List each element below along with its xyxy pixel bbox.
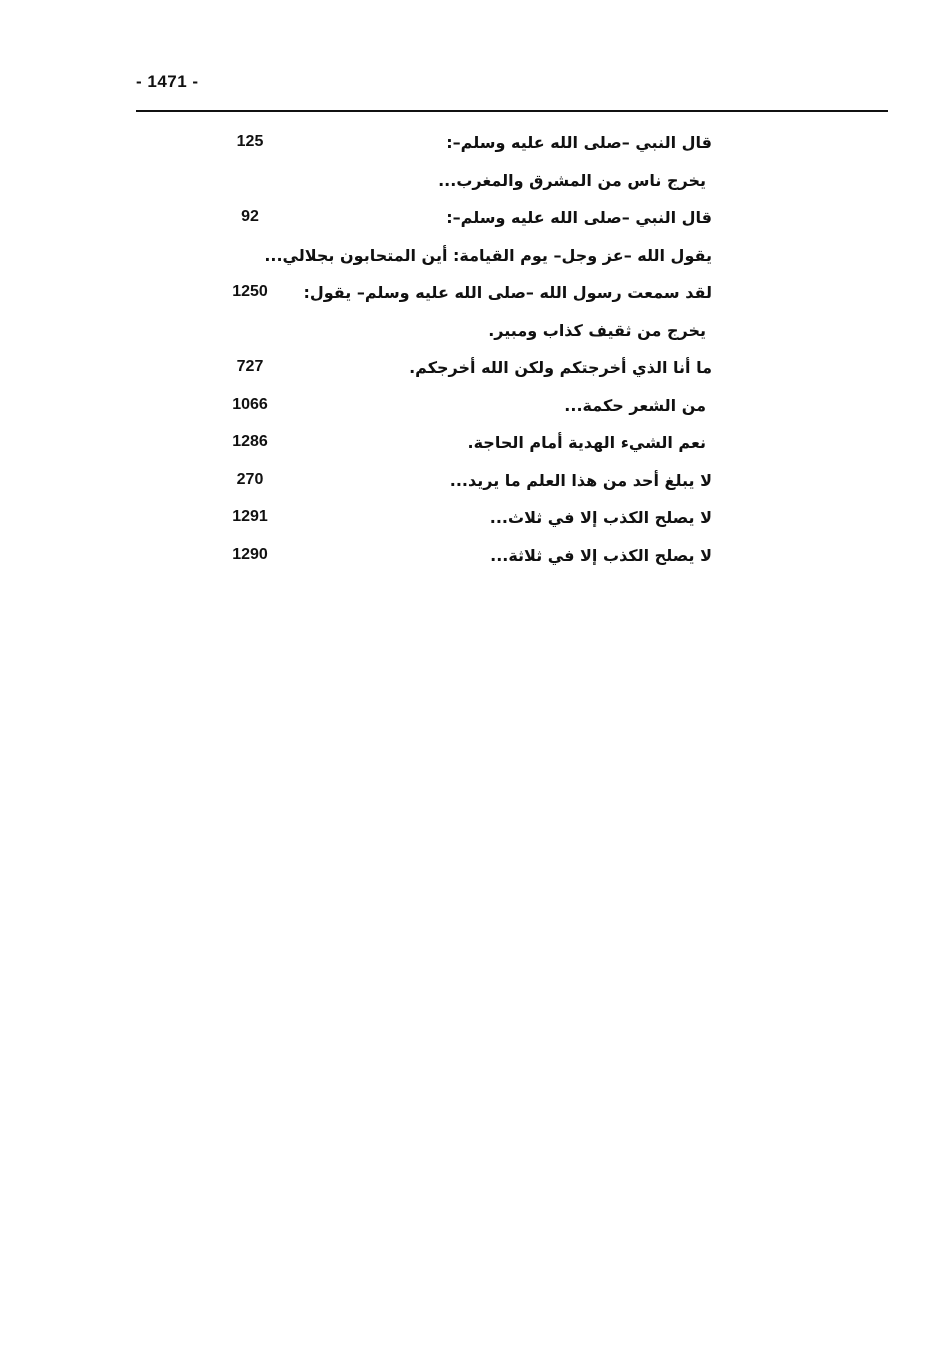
entry-page-number: 727 — [236, 358, 264, 375]
entry-page-number: 1066 — [232, 395, 268, 413]
entry-text: يخرج ناس من المشرق والمغرب... — [438, 170, 706, 190]
entry-page-number: 1250 — [232, 283, 268, 300]
entry-page-number: 1286 — [232, 433, 268, 450]
index-entry — [0, 428, 948, 466]
index-entry — [0, 541, 948, 579]
entry-text: نعم الشيء الهدية أمام الحاجة. — [467, 433, 706, 452]
entry-text: يخرج من ثقيف كذاب ومبير. — [488, 320, 706, 340]
index-entry — [0, 166, 948, 204]
page-number: - 1471 - — [136, 72, 199, 91]
index-entry — [0, 391, 948, 429]
entry-page-number: 92 — [241, 208, 259, 225]
index-entry — [0, 203, 948, 241]
index-entry — [0, 503, 948, 541]
entry-text: ما أنا الذي أخرجتكم ولكن الله أخرجكم. — [409, 358, 712, 377]
entry-text: من الشعر حكمة... — [564, 395, 706, 415]
entry-text: لا يبلغ أحد من هذا العلم ما يريد... — [449, 470, 712, 490]
index-entry — [0, 353, 948, 391]
index-entry — [0, 241, 948, 279]
entry-text: لقد سمعت رسول الله –صلى الله عليه وسلم– يقول: — [303, 283, 712, 302]
entry-page-number: 1290 — [232, 545, 268, 563]
index-entries — [0, 128, 948, 578]
entry-text: لا يصلح الكذب إلا في ثلاث... — [489, 508, 712, 527]
entry-text: لا يصلح الكذب إلا في ثلاثة... — [490, 545, 712, 565]
index-entry — [0, 316, 948, 354]
entry-text: قال النبي –صلى الله عليه وسلم–: — [446, 208, 712, 227]
entry-text: يقول الله –عز وجل– يوم القيامة: أين المتحابون بجلالي... — [264, 245, 712, 265]
entry-page-number: 1291 — [232, 508, 268, 525]
entry-page-number: 270 — [236, 470, 264, 488]
index-entry — [0, 278, 948, 316]
index-entry — [0, 466, 948, 504]
entry-page-number: 125 — [236, 133, 264, 150]
header-rule — [136, 110, 888, 112]
entry-text: قال النبي –صلى الله عليه وسلم–: — [446, 133, 712, 152]
index-entry — [0, 128, 948, 166]
